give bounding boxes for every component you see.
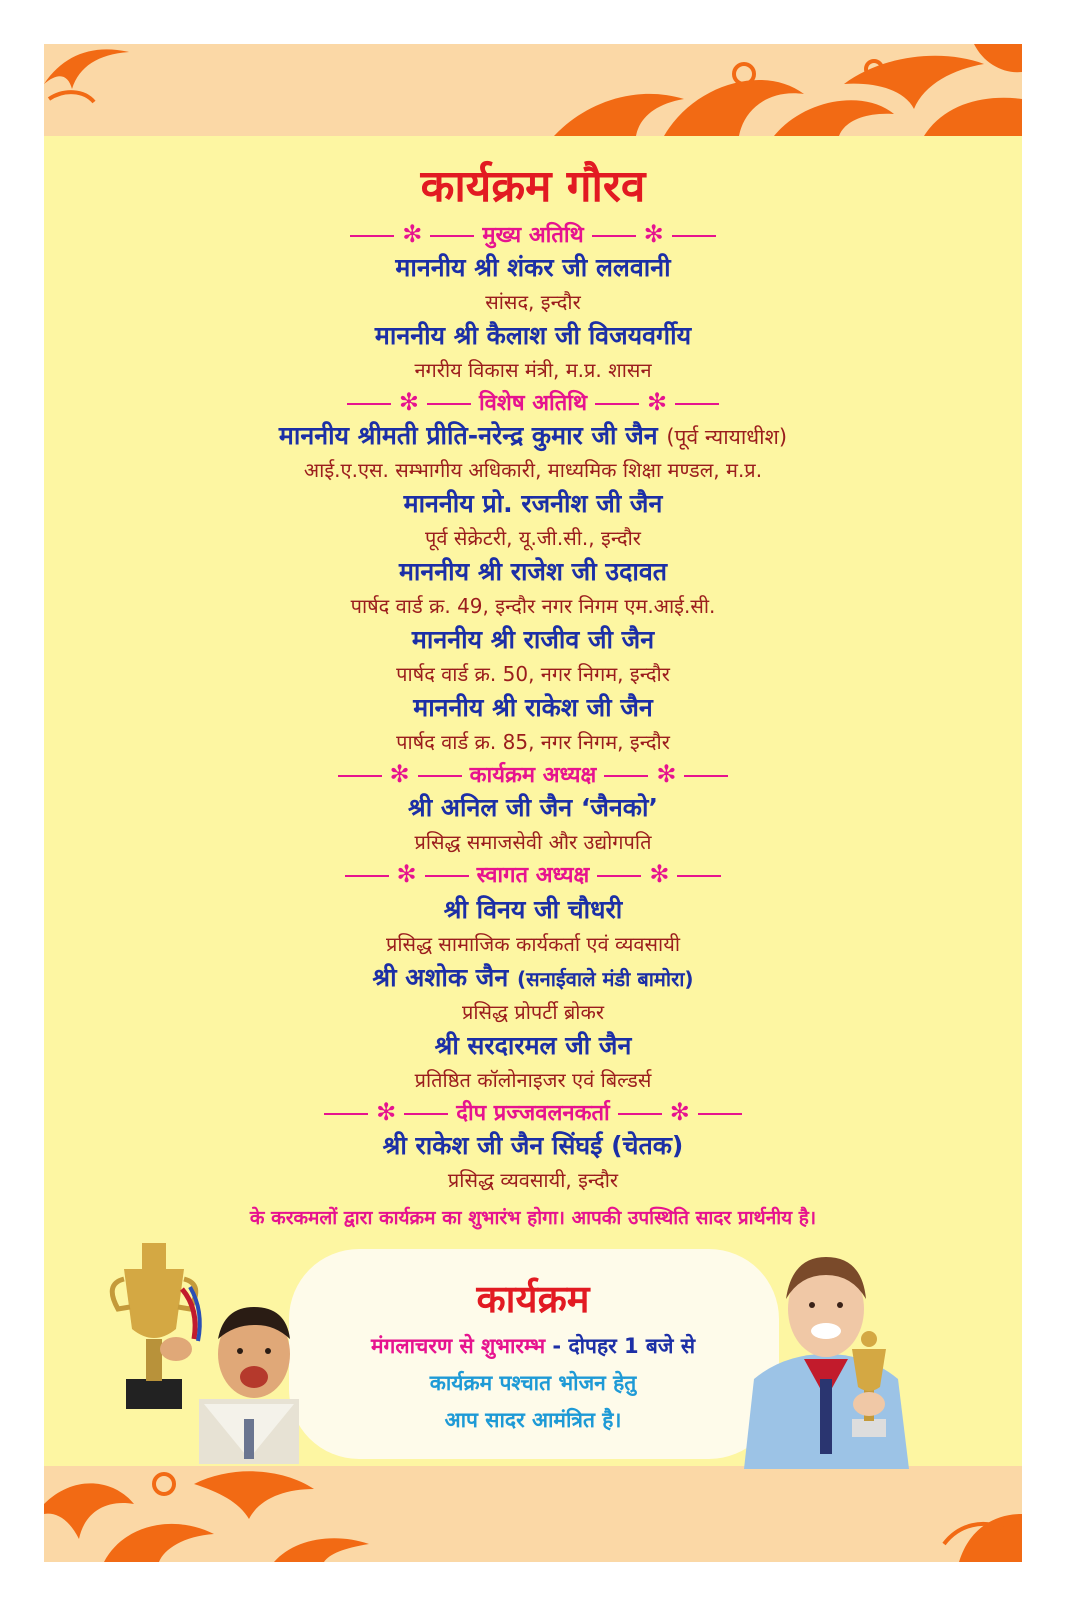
- asterisk-icon: ✻: [669, 1098, 690, 1126]
- divider-line: [677, 875, 721, 877]
- divider-line: [418, 775, 462, 777]
- guest-name: माननीय श्री शंकर जी ललवानी: [395, 253, 671, 282]
- guest-designation: पार्षद वार्ड क्र. 50, नगर निगम, इन्दौर: [396, 662, 670, 686]
- divider-line: [675, 403, 719, 405]
- bottom-right-swirl-ornament: [924, 1484, 1022, 1562]
- divider-line: [350, 235, 394, 237]
- divider-line: [595, 403, 639, 405]
- guest-note: (पूर्व न्यायाधीश): [666, 425, 788, 449]
- section-heading-program-president: [44, 759, 1022, 789]
- program-start-text: मंगलाचरण से शुभारम्भ: [370, 1334, 546, 1358]
- divider-line: [672, 235, 716, 237]
- section-heading-lamp-lighting: [44, 1097, 1022, 1127]
- closing-line: के करकमलों द्वारा कार्यक्रम का शुभारंभ होगा। आपकी उपस्थिति सादर प्रार्थनीय है।: [249, 1207, 817, 1229]
- section-heading-label: विशेष अतिथि: [478, 391, 588, 416]
- guest-name: श्री अशोक जैन: [372, 963, 509, 992]
- divider-line: [425, 875, 469, 877]
- section-heading-label: दीप प्रज्जवलनकर्ता: [456, 1101, 610, 1126]
- section-heading-chief-guest: [44, 219, 1022, 249]
- guest-name: माननीय श्री राकेश जी जैन: [413, 693, 653, 722]
- divider-line: [618, 1113, 662, 1115]
- guest-name: श्री विनय जी चौधरी: [443, 895, 623, 924]
- guest-designation: नगरीय विकास मंत्री, म.प्र. शासन: [414, 358, 652, 382]
- guest-name: माननीय श्री राजीव जी जैन: [411, 625, 655, 654]
- section-heading-label: स्वागत अध्यक्ष: [476, 863, 590, 888]
- section-heading-welcome-president: [44, 859, 1022, 889]
- asterisk-icon: ✻: [398, 388, 419, 416]
- divider-line: [347, 403, 391, 405]
- guest-name: श्री सरदारमल जी जैन: [434, 1031, 632, 1060]
- guest-designation: प्रसिद्ध सामाजिक कार्यकर्ता एवं व्यवसायी: [385, 932, 680, 956]
- guest-designation: सांसद, इन्दौर: [485, 290, 581, 314]
- asterisk-icon: ✻: [656, 760, 677, 788]
- program-line-invite: आप सादर आमंत्रित है।: [444, 1408, 622, 1432]
- section-heading-label: कार्यक्रम अध्यक्ष: [469, 763, 597, 788]
- guest-designation: पूर्व सेक्रेटरी, यू.जी.सी., इन्दौर: [425, 526, 641, 550]
- guest-name: श्री राकेश जी जैन सिंघई (चेतक): [382, 1131, 684, 1160]
- divider-line: [324, 1113, 368, 1115]
- guest-designation: प्रसिद्ध समाजसेवी और उद्योगपति: [414, 830, 652, 854]
- divider-line: [404, 1113, 448, 1115]
- guest-designation: पार्षद वार्ड क्र. 85, नगर निगम, इन्दौर: [396, 730, 670, 754]
- guest-designation: प्रसिद्ध व्यवसायी, इन्दौर: [447, 1168, 619, 1192]
- divider-line: [604, 775, 648, 777]
- guest-name: माननीय श्री राजेश जी उदावत: [398, 557, 667, 586]
- asterisk-icon: ✻: [389, 760, 410, 788]
- guest-name-row: [44, 960, 1022, 994]
- guest-designation: आई.ए.एस. सम्भागीय अधिकारी, माध्यमिक शिक्षा मण्डल, म.प्र.: [303, 458, 763, 482]
- guest-name: माननीय श्री कैलाश जी विजयवर्गीय: [374, 321, 692, 350]
- divider-line: [698, 1113, 742, 1115]
- program-time: दोपहर 1 बजे से: [568, 1334, 696, 1358]
- invitation-card: [44, 44, 1022, 1562]
- guest-name-row: [44, 418, 1022, 452]
- section-heading-label: मुख्य अतिथि: [482, 223, 584, 248]
- divider-line: [345, 875, 389, 877]
- divider-line: [427, 403, 471, 405]
- guest-name: माननीय प्रो. रजनीश जी जैन: [403, 489, 663, 518]
- asterisk-icon: ✻: [643, 220, 664, 248]
- divider-line: [592, 235, 636, 237]
- asterisk-icon: ✻: [649, 860, 670, 888]
- girl-with-trophy-image: [734, 1239, 919, 1469]
- asterisk-icon: ✻: [647, 388, 668, 416]
- guest-designation: पार्षद वार्ड क्र. 49, इन्दौर नगर निगम एम.आई.सी.: [350, 594, 716, 618]
- asterisk-icon: ✻: [376, 1098, 397, 1126]
- divider-line: [684, 775, 728, 777]
- guest-designation: प्रतिष्ठित कॉलोनाइजर एवं बिल्डर्स: [414, 1068, 652, 1092]
- divider-line: [597, 875, 641, 877]
- boy-with-trophy-image: [104, 1229, 314, 1464]
- guest-designation: प्रसिद्ध प्रोपर्टी ब्रोकर: [461, 1000, 605, 1024]
- guest-name: माननीय श्रीमती प्रीति-नरेन्द्र कुमार जी जैन: [278, 421, 658, 450]
- top-left-swirl-ornament: [44, 44, 134, 104]
- program-title: कार्यक्रम: [476, 1277, 590, 1321]
- section-heading-special-guest: [44, 387, 1022, 417]
- divider-line: [430, 235, 474, 237]
- top-right-swirl-ornament: [544, 44, 1022, 136]
- program-separator: -: [552, 1334, 562, 1358]
- program-line-dinner: कार्यक्रम पश्चात भोजन हेतु: [429, 1371, 637, 1395]
- guest-name: श्री अनिल जी जैन ‘जैनको’: [408, 793, 658, 822]
- divider-line: [338, 775, 382, 777]
- page-title: कार्यक्रम गौरव: [420, 161, 646, 212]
- asterisk-icon: ✻: [402, 220, 423, 248]
- asterisk-icon: ✻: [396, 860, 417, 888]
- guest-note: (सनाईवाले मंडी बामोरा): [516, 967, 694, 991]
